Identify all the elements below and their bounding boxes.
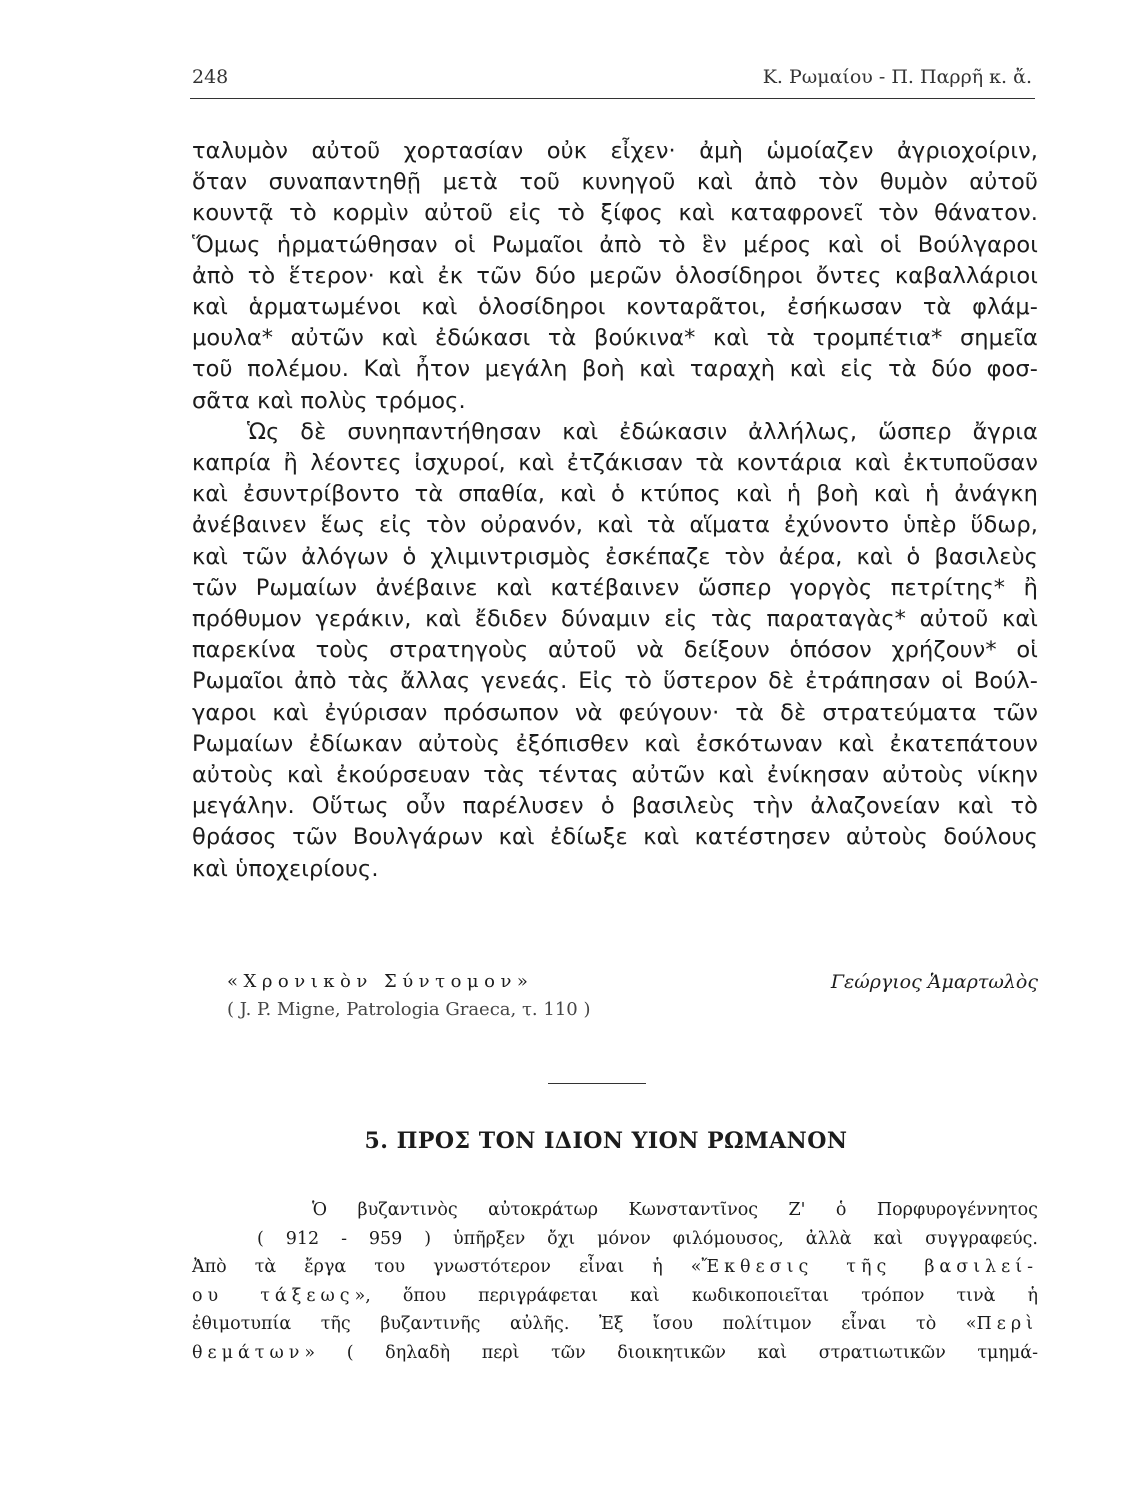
- text-line: καὶ ὑποχειρίους.: [192, 855, 379, 882]
- text-line: κουντᾷ τὸ κορμὶν αὐτοῦ εἰς τὸ ξίφος καὶ καταφρονεῖ τὸν θάνατον.: [192, 200, 1038, 227]
- text-line: ἀπὸ τὸ ἕτερον· καὶ ἐκ τῶν δύο μερῶν ὁλοσίδηροι ὄντες καβαλλάριοι: [192, 262, 1038, 289]
- intro-line: ἐθιμοτυπία τῆς βυζαντινῆς αὐλῆς. Ἐξ ἴσου πολίτιμον εἶναι τὸ «Περὶ: [192, 1314, 1038, 1334]
- running-head: Κ. Ρωμαίου - Π. Παρρῆ κ. ἄ.: [762, 66, 1032, 88]
- text-line: Ὡς δὲ συνηπαντήθησαν καὶ ἐδώκασιν ἀλλήλως, ὥσπερ ἄγρια: [247, 418, 1038, 445]
- intro-line: θεμάτων» ( δηλαδὴ περὶ τῶν διοικητικῶν καὶ στρατιωτικῶν τμημά-: [192, 1342, 1038, 1363]
- section-heading: 5. ΠΡΟΣ ΤΟΝ ΙΔΙΟΝ ΥΙΟΝ ΡΩΜΑΝΟΝ: [364, 1128, 848, 1154]
- text-line: θράσος τῶν Βουλγάρων καὶ ἐδίωξε καὶ κατέστησεν αὐτοὺς δούλους: [192, 824, 1038, 851]
- body-text: [192, 136, 1038, 885]
- page-number: 248: [192, 66, 229, 88]
- text-line: γαροι καὶ ἐγύρισαν πρόσωπον νὰ φεύγουν· τὰ δὲ στρατεύματα τῶν: [192, 699, 1038, 726]
- source-title: «Χρονικὸν Σύντομον»: [227, 971, 534, 992]
- source-reference: ( J. P. Migne, Patrologia Graeca, τ. 110 ): [227, 999, 591, 1020]
- text-line: ἀνέβαινεν ἕως εἰς τὸν οὐρανόν, καὶ τὰ αἵματα ἐχύνοντο ὑπὲρ ὕδωρ,: [192, 512, 1038, 539]
- section-divider: [548, 1083, 646, 1084]
- text-line: ὅταν συναπαντηθῇ μετὰ τοῦ κυνηγοῦ καὶ ἀπὸ τὸν θυμὸν αὐτοῦ: [192, 169, 1038, 196]
- text-line: αὐτοὺς καὶ ἐκούρσευαν τὰς τέντας αὐτῶν καὶ ἐνίκησαν αὐτοὺς νίκην: [192, 762, 1038, 789]
- intro-line: ου τάξεως», ὅπου περιγράφεται καὶ κωδικοποιεῖται τρόπον τινὰ ἡ: [192, 1285, 1039, 1306]
- text-line: τῶν Ρωμαίων ἀνέβαινε καὶ κατέβαινεν ὥσπερ γοργὸς πετρίτης* ἢ: [192, 574, 1038, 601]
- text-line: σᾶτα καὶ πολὺς τρόμος.: [192, 387, 466, 414]
- intro-line: Ὁ βυζαντινὸς αὐτοκράτωρ Κωνσταντῖνος Ζ' ὁ Πορφυρογέννητος: [312, 1200, 1038, 1220]
- text-line: Ρωμαῖοι ἀπὸ τὰς ἄλλας γενεάς. Εἰς τὸ ὕστερον δὲ ἐτράπησαν οἱ Βούλ-: [192, 668, 1038, 695]
- work-title: Περὶ: [976, 1314, 1038, 1334]
- intro-line: ( 912 - 959 ) ὑπῆρξεν ὄχι μόνον φιλόμουσος, ἀλλὰ καὶ συγγραφεύς.: [257, 1228, 1038, 1249]
- text-line: Ρωμαίων ἐδίωκαν αὐτοὺς ἐξόπισθεν καὶ ἐσκότωναν καὶ ἐκατεπάτουν: [192, 730, 1038, 757]
- text-line: καπρία ἢ λέοντες ἰσχυροί, καὶ ἐτζάκισαν τὰ κοντάρια καὶ ἐκτυποῦσαν: [192, 450, 1038, 477]
- work-title: ου τάξεως: [192, 1285, 355, 1306]
- text-line: μεγάλην. Οὕτως οὖν παρέλυσεν ὁ βασιλεὺς τὴν ἀλαζονείαν καὶ τὸ: [192, 793, 1038, 820]
- work-title: Ἔκθεσις τῆς βασιλεί-: [701, 1257, 1038, 1277]
- text-line: ταλυμὸν αὐτοῦ χορτασίαν οὐκ εἶχεν· ἀμὴ ὡμοίαζεν ἀγριοχοίριν,: [192, 138, 1038, 164]
- page-header: [192, 62, 1032, 96]
- text-line: καὶ τῶν ἀλόγων ὁ χλιμιντρισμὸς ἐσκέπαζε τὸν ἀέρα, καὶ ὁ βασιλεὺς: [192, 543, 1038, 570]
- text-line: τοῦ πολέμου. Καὶ ἦτον μεγάλη βοὴ καὶ ταραχὴ καὶ εἰς τὰ δύο φοσ-: [192, 356, 1038, 383]
- intro-text: [192, 1196, 1038, 1367]
- text-line: μουλα* αὐτῶν καὶ ἐδώκασι τὰ βούκινα* καὶ τὰ τρομπέτια* σημεῖα: [192, 325, 1038, 352]
- work-title: θεμάτων: [192, 1342, 305, 1363]
- text-line: καὶ ἁρματωμένοι καὶ ὁλοσίδηροι κονταρᾶτοι, ἐσήκωσαν τὰ φλάμ-: [192, 294, 1038, 321]
- source-author: Γεώργιος Ἁμαρτωλὸς: [830, 971, 1038, 993]
- intro-line: Ἀπὸ τὰ ἔργα του γνωστότερον εἶναι ἡ «Ἔκθεσις τῆς βασιλεί-: [192, 1257, 1038, 1277]
- text-line: πρόθυμον γεράκιν, καὶ ἔδιδεν δύναμιν εἰς τὰς παραταγὰς* αὐτοῦ καὶ: [192, 606, 1038, 633]
- text-line: καὶ ἐσυντρίβοντο τὰ σπαθία, καὶ ὁ κτύπος καὶ ἡ βοὴ καὶ ἡ ἀνάγκη: [192, 481, 1038, 508]
- header-rule: [190, 98, 1035, 99]
- text-line: Ὅμως ἡρματώθησαν οἱ Ρωμαῖοι ἀπὸ τὸ ἓν μέρος καὶ οἱ Βούλγαροι: [192, 231, 1038, 258]
- text-line: παρεκίνα τοὺς στρατηγοὺς αὐτοῦ νὰ δείξουν ὁπόσον χρήζουν* οἱ: [192, 637, 1038, 664]
